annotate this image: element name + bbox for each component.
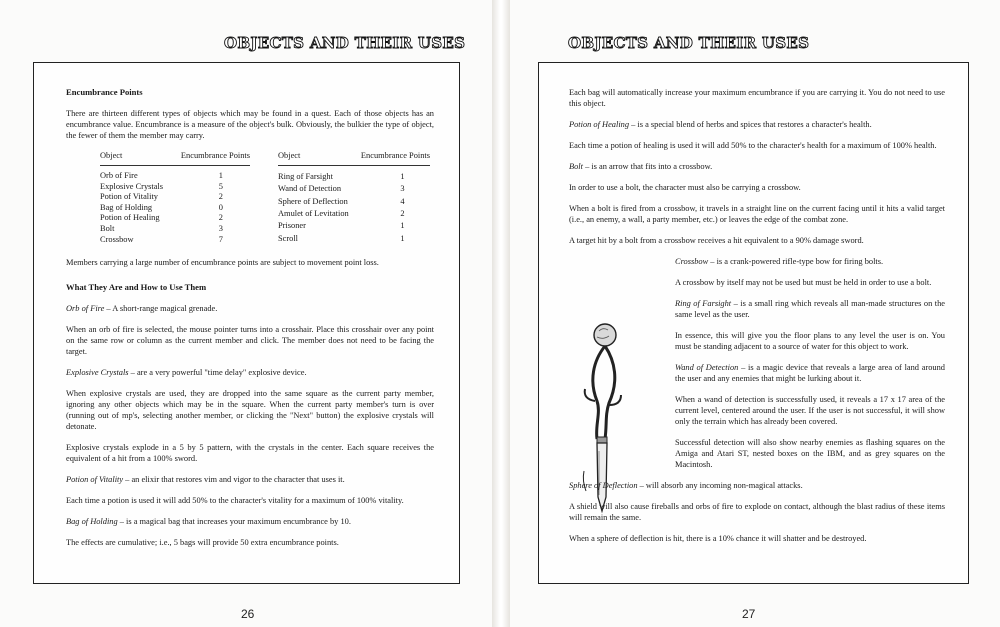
healing-definition: [569, 119, 945, 130]
definition-text: – A short-range magical grenade.: [104, 304, 218, 314]
table-row: [278, 196, 430, 208]
vitality-usage: Each time a potion is used it will add 50% to the character's vitality for a maximum of 100% vitality.: [66, 496, 404, 506]
bolt-hit: A target hit by a bolt from a crossbow receives a hit equivalent to a 90% damage sword.: [569, 236, 864, 245]
bag-auto: Each bag will automatically increase your maximum encumbrance if you are carrying it. You do not need to use this object.: [569, 88, 945, 108]
table-row: [100, 171, 250, 182]
object-name: Potion of Healing: [100, 213, 160, 223]
definition-text: – is a small ring which reveals all man-made structures on the same level as the user.: [675, 299, 945, 319]
book-gutter: [492, 0, 510, 627]
object-points: 5: [218, 181, 223, 191]
term: Bag of Holding: [66, 517, 118, 527]
content-frame: [33, 62, 460, 584]
encumbrance-table-1: [100, 151, 250, 245]
object-points: 3: [218, 224, 223, 234]
page-number: 27: [742, 607, 756, 621]
shield-paragraph: A shield will also cause fireballs and orbs of fire to explode on contact, although the blast radius of these items will remain the same.: [569, 502, 945, 522]
definition-text: – is an arrow that fits into a crossbow.: [582, 162, 713, 171]
table-row: [100, 235, 250, 246]
bolt-definition: [569, 161, 945, 172]
section-heading-uses: What They Are and How to Use Them: [66, 282, 207, 293]
bolt-usage: In order to use a bolt, the character must also be carrying a crossbow.: [569, 183, 801, 192]
object-points: 1: [400, 233, 405, 243]
table-row: [278, 233, 430, 245]
right-page: [510, 0, 1000, 627]
term: Potion of Healing: [569, 120, 630, 129]
term: Orb of Fire: [66, 304, 105, 314]
object-name: Crossbow: [100, 234, 134, 244]
object-name: Ring of Farsight: [278, 171, 333, 181]
table-row: [100, 192, 250, 203]
ring-usage: In essence, this will give you the floor plans to any level the user is on. You must be standing adjacent to a source of water for this object to work.: [675, 331, 945, 351]
object-name: Explosive Crystals: [100, 181, 164, 191]
section-heading: Encumbrance Points: [66, 87, 143, 97]
table-row: [100, 213, 250, 224]
crossbow-definition: [675, 256, 945, 267]
table-row: [278, 208, 430, 220]
definition-text: – is a crank-powered rifle-type bow for firing bolts.: [708, 257, 884, 266]
term: Sphere of Deflection: [569, 481, 638, 490]
vitality-definition: [66, 474, 434, 485]
page-content: [66, 87, 434, 558]
definition-text: – are a very powerful "time delay" explosive device.: [128, 368, 307, 378]
object-name: Potion of Vitality: [100, 192, 158, 202]
object-points: 2: [400, 209, 405, 219]
object-points: 7: [218, 234, 223, 244]
table-row: [100, 224, 250, 235]
term: Bolt: [569, 162, 583, 171]
bolt-fire: When a bolt is fired from a crossbow, it travels in a straight line on the current facing until it hits a valid target (i.e., an enemy, a wall, a party member, etc.) or leaves the edge of the combat zone.: [569, 204, 945, 224]
intro-paragraph: There are thirteen different types of objects which may be found in a quest. Each of those objects has an encumbrance value. Encumbrance is a measure of the object's bulk. Obviously, the bulkier the type of object, the fewer of them the member may carry.: [66, 109, 434, 140]
object-points: 0: [218, 202, 223, 212]
object-name: Orb of Fire: [100, 171, 138, 181]
wand-show: Successful detection will also show nearby enemies as flashing squares on the Amiga and Atari ST, nested boxes on the IBM, and as grey squares on the Macintosh.: [675, 438, 945, 469]
sphere-hit: When a sphere of deflection is hit, there is a 10% chance it will shatter and be destroyed.: [569, 534, 867, 543]
object-points: 2: [218, 213, 223, 223]
table-row: [278, 183, 430, 195]
indented-section: [675, 256, 945, 470]
column-header-points: Encumbrance Points: [355, 151, 430, 165]
encumbrance-tables: [100, 151, 434, 245]
crystals-definition: [66, 367, 434, 378]
orb-definition: [66, 303, 434, 314]
object-name: Scroll: [278, 233, 299, 243]
page-header: OBJECTS AND THEIR USES: [568, 34, 810, 52]
table-row: [100, 182, 250, 193]
definition-text: – an elixir that restores vim and vigor to the character that uses it.: [123, 475, 345, 485]
term: Potion of Vitality: [66, 475, 124, 485]
object-name: Prisoner: [278, 221, 306, 231]
term: Crossbow: [675, 257, 709, 266]
object-name: Wand of Detection: [278, 184, 342, 194]
object-points: 1: [400, 221, 405, 231]
movement-paragraph: Members carrying a large number of encumbrance points are subject to movement point loss.: [66, 258, 379, 268]
object-name: Amulet of Levitation: [278, 209, 349, 219]
definition-text: – is a magic device that reveals a large area of land around the user and any enemies that might be lurking about it.: [675, 363, 945, 383]
crystals-usage: When explosive crystals are used, they are dropped into the same square as the current party member, ignoring any other objects which may be in the square. When the current party member's turn is over (running out of mp's, selecting another member, or clicking the "Next" button) the explosive crystals will detonate.: [66, 389, 434, 432]
orb-usage: When an orb of fire is selected, the mouse pointer turns into a crosshair. Place this crosshair over any point on the same row or column as the current member and click. The member does not need to be facing the target.: [66, 325, 434, 357]
table-row: [100, 203, 250, 214]
object-points: 1: [400, 171, 405, 181]
wand-usage: When a wand of detection is successfully used, it reveals a 17 x 17 area of the current level, centered around the user. If the user is not successful, it will show only the terrain which has already been covered.: [675, 395, 945, 426]
left-page: [0, 0, 492, 627]
page-header: OBJECTS AND THEIR USES: [224, 34, 466, 52]
wand-definition: [675, 362, 945, 384]
column-header-object: Object: [100, 151, 172, 165]
term: Explosive Crystals: [66, 368, 129, 378]
term: Wand of Detection: [675, 363, 739, 372]
encumbrance-table-2: [278, 151, 430, 245]
healing-usage: Each time a potion of healing is used it will add 50% to the character's health for a maximum of 100% health.: [569, 141, 937, 150]
crystals-pattern: Explosive crystals explode in a 5 by 5 pattern, with the crystals in the center. Each square receives the equivalent of a hit from a 100% sword.: [66, 443, 434, 464]
column-header-points: Encumbrance Points: [172, 151, 250, 165]
page-content: [569, 87, 945, 554]
ring-definition: [675, 298, 945, 320]
object-points: 2: [218, 192, 223, 202]
object-points: 4: [400, 196, 405, 206]
bag-definition: [66, 516, 434, 527]
definition-text: – will absorb any incoming non-magical attacks.: [637, 481, 803, 490]
table-row: [278, 171, 430, 183]
table-row: [278, 221, 430, 233]
object-name: Bolt: [100, 224, 115, 234]
term: Ring of Farsight: [675, 299, 732, 308]
page-number: 26: [241, 607, 255, 621]
bag-effects: The effects are cumulative; i.e., 5 bags will provide 50 extra encumbrance points.: [66, 538, 339, 548]
object-name: Sphere of Deflection: [278, 196, 348, 206]
column-header-object: Object: [278, 151, 355, 165]
object-points: 1: [218, 171, 223, 181]
content-frame: [538, 62, 969, 584]
sphere-definition: [569, 480, 945, 491]
definition-text: – is a magical bag that increases your maximum encumbrance by 10.: [117, 517, 351, 527]
object-points: 3: [400, 184, 405, 194]
crossbow-usage: A crossbow by itself may not be used but must be held in order to use a bolt.: [675, 278, 932, 287]
object-name: Bag of Holding: [100, 202, 153, 212]
definition-text: – is a special blend of herbs and spices that restores a character's health.: [629, 120, 872, 129]
